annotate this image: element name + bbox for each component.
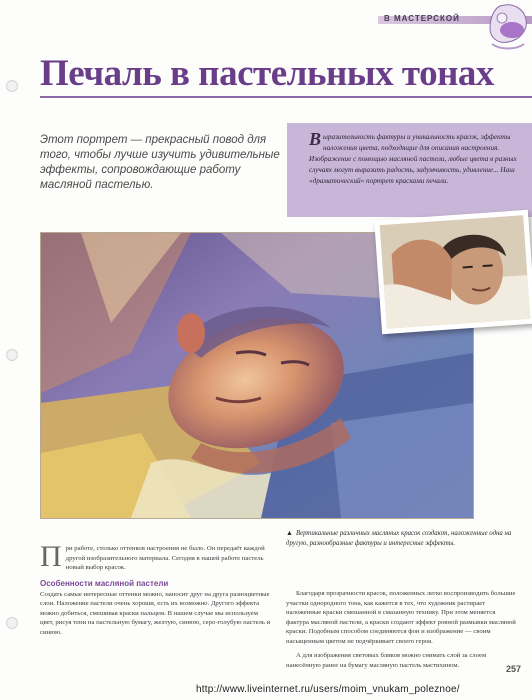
palette-figure-logo-icon [478, 0, 532, 56]
page-title: Печаль в пастельных тонах [40, 53, 494, 94]
sidebar-dropcap: В [309, 129, 322, 149]
right-paragraph: Благодаря прозрачности красок, положенных легко воспроизводить большие участки однородного тона, как кажется в тех, что художник растирает наложенные краски смешанной в смазанную технику. При этом меняется фактура масляной пастели, а краски создают эффект ровной размывки масляной краски. Подобным способом соединяются фон и изображение — своим насыщенным цветом не подчёркивает своего героя. [286, 590, 516, 645]
punch-hole [6, 617, 18, 629]
right-paragraph: А для изображения световых бликов можно снимать слой за слоем нанесённую ранее на бумагу масляную пастель мастихином. [286, 652, 487, 669]
page-number: 257 [506, 664, 522, 674]
punch-hole [6, 80, 18, 92]
punch-hole [6, 349, 18, 361]
intro-text: ри работе, столько оттенков настроения не было. Он передаёт каждой другой изобразительного материала. Сегодня в нашей работе пастель новый выбор красок. [65, 545, 265, 571]
left-body-text: Создать самые интересные оттенки можно, наносит друг на друга разноцветные слои. Наложение пастели очень хороши, есть их возможно. Другого эффекта можно добиться, смешивая краски пальцем. В нашем случае мы используем цвет, рисуя тени на пастельную бумагу, желтую, синюю, серо-голубую пастель и синюю. [40, 590, 271, 636]
watermark-url: http://www.liveinternet.ru/users/moim_vnukam_poleznoe/ [196, 684, 460, 695]
intro-paragraph [40, 540, 273, 573]
title-divider [40, 96, 532, 98]
section-label: В МАСТЕРСКОЙ [384, 14, 460, 23]
sidebar-box [287, 123, 532, 217]
left-column [40, 540, 273, 637]
lead-paragraph: Этот портрет — прекрасный повод для того, чтобы лучше изучить удивительные эффекты, сопровождающие работу масляной пастелью. [40, 134, 280, 191]
reference-photo-icon [374, 210, 532, 334]
sidebar-text: ыразительность фактуры и уникальность красок, эффекты наложения цвета, подходящие для описания настроения. Изображение с помощью масляной пастели, любые цвета в разных случаях могут выразить радость, задумчивость, удивление... Наш «драматический» портрет красками печали. [309, 133, 517, 185]
caption-text: Вертикальные различных масляных красок создают, наложенные одна на другую, разнообразные фактуры и интересные эффекты. [286, 530, 512, 547]
sidebar-text-block [287, 123, 532, 187]
intro-dropcap: П [40, 540, 62, 573]
caption-marker-icon: ▲ [286, 529, 293, 537]
section-subheading: Особенности масляной пастели [40, 578, 169, 588]
figure-caption [286, 528, 516, 549]
right-column [286, 589, 518, 675]
